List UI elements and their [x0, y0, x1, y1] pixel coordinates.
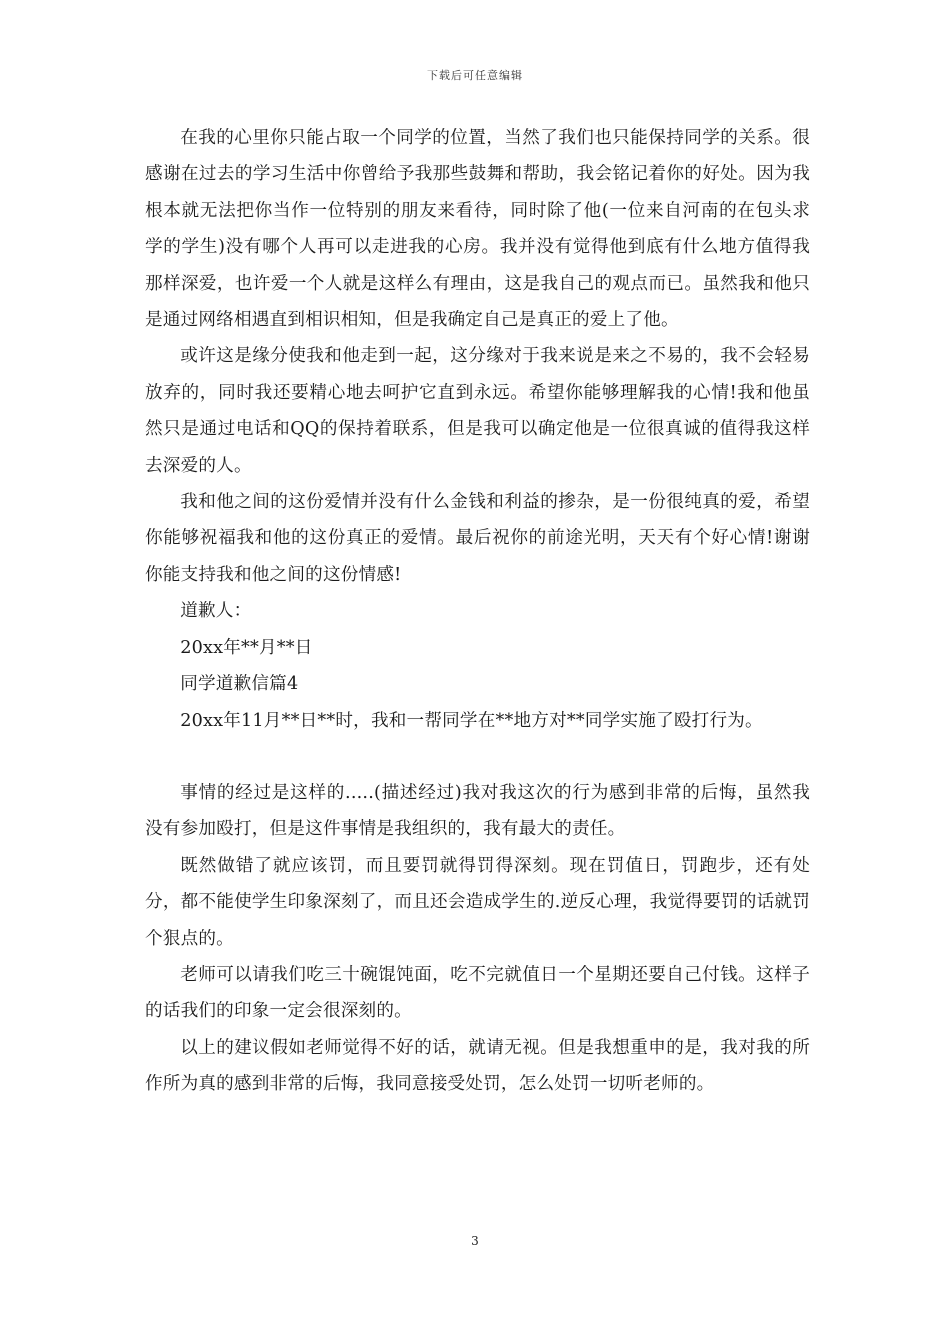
paragraph-1: 在我的心里你只能占取一个同学的位置，当然了我们也只能保持同学的关系。很感谢在过去的学习生活中你曾给予我那些鼓舞和帮助，我会铭记着你的好处。因为我根本就无法把你当作一位特别的朋友来看待，同时除了他(一位来自河南的在包头求学的学生)没有哪个人再可以走进我的心房。我并没有觉得他到底有什么地方值得我那样深爱，也许爱一个人就是这样么有理由，这是我自己的观点而已。虽然我和他只是通过网络相遇直到相识相知，但是我确定自己是真正的爱上了他。 — [145, 128, 810, 331]
paragraph-3: 我和他之间的这份爱情并没有什么金钱和利益的掺杂，是一份很纯真的爱，希望你能够祝福我和他的这份真正的爱情。最后祝你的前途光明，天天有个好心情!谢谢你能支持我和他之间的这份情感! — [145, 492, 810, 585]
blank-line — [145, 739, 810, 775]
header-note: 下载后可任意编辑 — [427, 69, 523, 82]
section-title: 同学道歉信篇4 — [180, 674, 299, 695]
paragraph-8: 以上的建议假如老师觉得不好的话，就请无视。但是我想重申的是，我对我的所作所为真的感到非常的后悔，我同意接受处罚，怎么处罚一切听老师的。 — [145, 1037, 810, 1095]
page-number: 3 — [471, 1234, 479, 1248]
paragraph-7: 老师可以请我们吃三十碗馄饨面，吃不完就值日一个星期还要自己付钱。这样子的话我们的印象一定会很深刻的。 — [145, 964, 810, 1022]
signature-label: 道歉人： — [180, 601, 252, 622]
paragraph-6: 既然做错了就应该罚，而且要罚就得罚得深刻。现在罚值日，罚跑步，还有处分，都不能使学生印象深刻了，而且还会造成学生的.逆反心理，我觉得要罚的话就罚个狠点的。 — [145, 855, 810, 949]
paragraph-4: 20xx年11月**日**时，我和一帮同学在**地方对**同学实施了殴打行为。 — [180, 710, 763, 731]
paragraph-2: 或许这是缘分使我和他走到一起，这分缘对于我来说是来之不易的，我不会轻易放弃的，同时我还要精心地去呵护它直到永远。希望你能够理解我的心情!我和他虽然只是通过电话和QQ的保持着联系，但是我可以确定他是一位很真诚的值得我这样去深爱的人。 — [145, 346, 810, 476]
paragraph-5: 事情的经过是这样的.....(描述经过)我对我这次的行为感到非常的后悔，虽然我没有参加殴打，但是这件事情是我组织的，我有最大的责任。 — [145, 782, 810, 840]
document-body — [145, 120, 810, 1103]
date-line: 20xx年**月**日 — [180, 637, 313, 658]
